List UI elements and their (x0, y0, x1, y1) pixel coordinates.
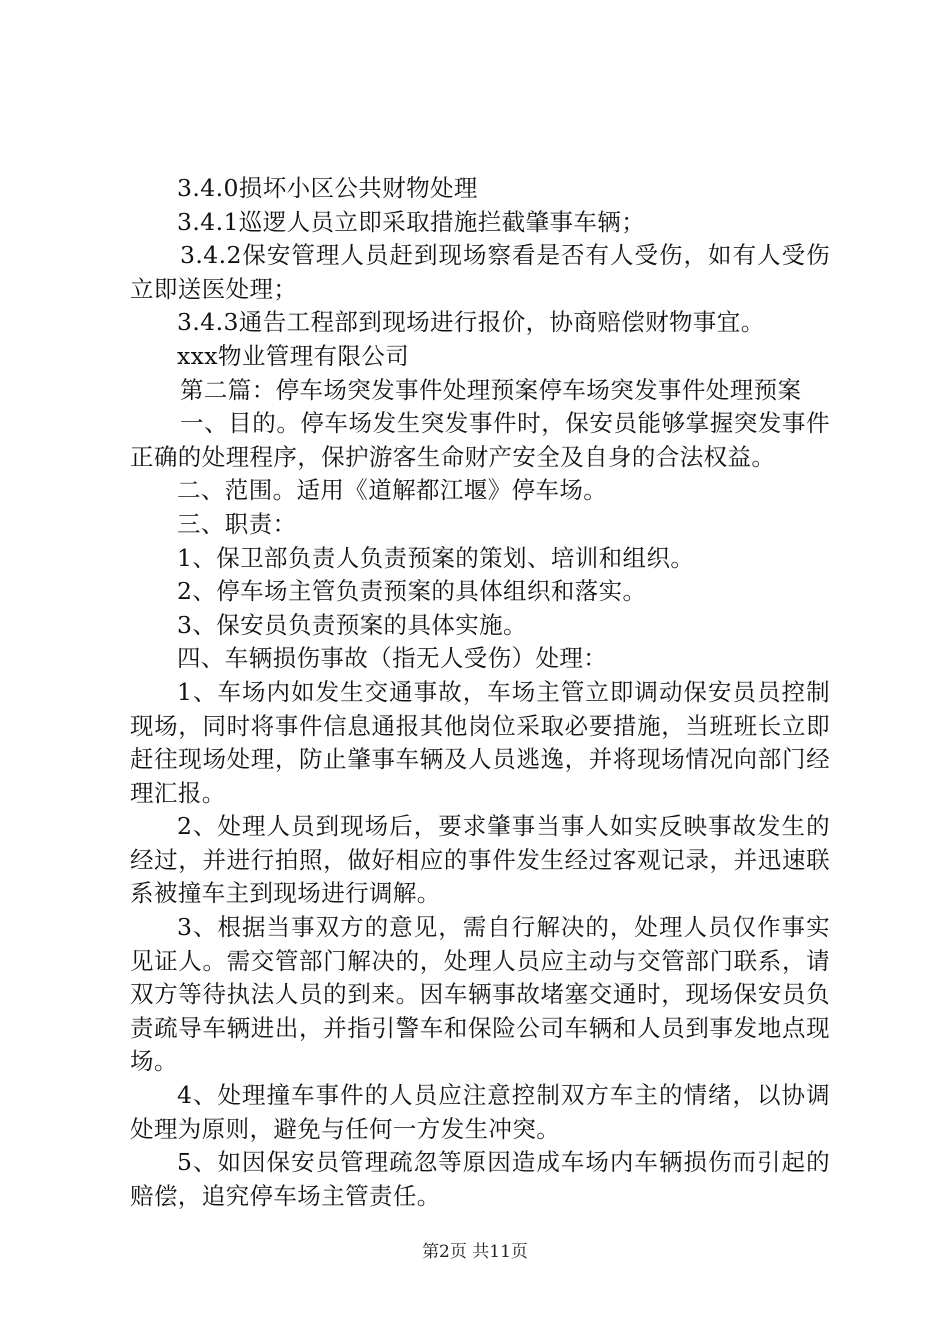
document-body (130, 172, 830, 1213)
paragraph-purpose: 一、目的。停车场发生突发事件时，保安员能够掌握突发事件正确的处理程序，保护游客生命财产安全及自身的合法权益。 (130, 409, 830, 471)
paragraph-damage-5: 5、如因保安员管理疏忽等原因造成车场内车辆损伤而引起的赔偿，追究停车场主管责任。 (130, 1148, 830, 1210)
paragraph-duty-3: 3、保安员负责预案的具体实施。 (177, 610, 527, 639)
paragraph-scope: 二、范围。适用《道解都江堰》停车场。 (177, 476, 608, 505)
paragraph-3-4-1: 3.4.1巡逻人员立即采取措施拦截肇事车辆； (177, 207, 646, 236)
paragraph-duty-2: 2、停车场主管负责预案的具体组织和落实。 (177, 577, 647, 606)
paragraph-damage-1: 1、车场内如发生交通事故，车场主管立即调动保安员员控制现场，同时将事件信息通报其他岗位采取必要措施，当班班长立即赶往现场处理，防止肇事车辆及人员逃逸，并将现场情况向部门经理汇报。 (130, 677, 830, 807)
paragraph-damage-4: 4、处理撞车事件的人员应注意控制双方车主的情绪，以协调处理为原则，避免与任何一方发生冲突。 (130, 1081, 830, 1143)
company-name: xxx物业管理有限公司 (177, 341, 410, 370)
paragraph-3-4-3: 3.4.3通告工程部到现场进行报价，协商赔偿财物事宜。 (177, 308, 765, 337)
section-heading: 第二篇：停车场突发事件处理预案停车场突发事件处理预案 (180, 375, 802, 404)
paragraph-duty-1: 1、保卫部负责人负责预案的策划、培训和组织。 (177, 543, 695, 572)
paragraph-damage-2: 2、处理人员到现场后，要求肇事当事人如实反映事故发生的经过，并进行拍照，做好相应的事件发生经过客观记录，并迅速联系被撞车主到现场进行调解。 (130, 812, 830, 908)
paragraph-damage-3: 3、根据当事双方的意见，需自行解决的，处理人员仅作事实见证人。需交管部门解决的，处理人员应主动与交管部门联系，请双方等待执法人员的到来。因车辆事故堵塞交通时，现场保安员负责疏导车辆进出，并指引警车和保险公司车辆和人员到事发地点现场。 (130, 913, 830, 1076)
paragraph-3-4-2: 3.4.2保安管理人员赶到现场察看是否有人受伤，如有人受伤立即送医处理； (130, 241, 830, 303)
page-number-footer: 第2页 共11页 (422, 1242, 528, 1262)
paragraph-duties-heading: 三、职责： (177, 509, 297, 538)
paragraph-3-4-0: 3.4.0损坏小区公共财物处理 (177, 174, 478, 202)
paragraph-damage-heading: 四、车辆损伤事故（指无人受伤）处理： (177, 644, 608, 673)
